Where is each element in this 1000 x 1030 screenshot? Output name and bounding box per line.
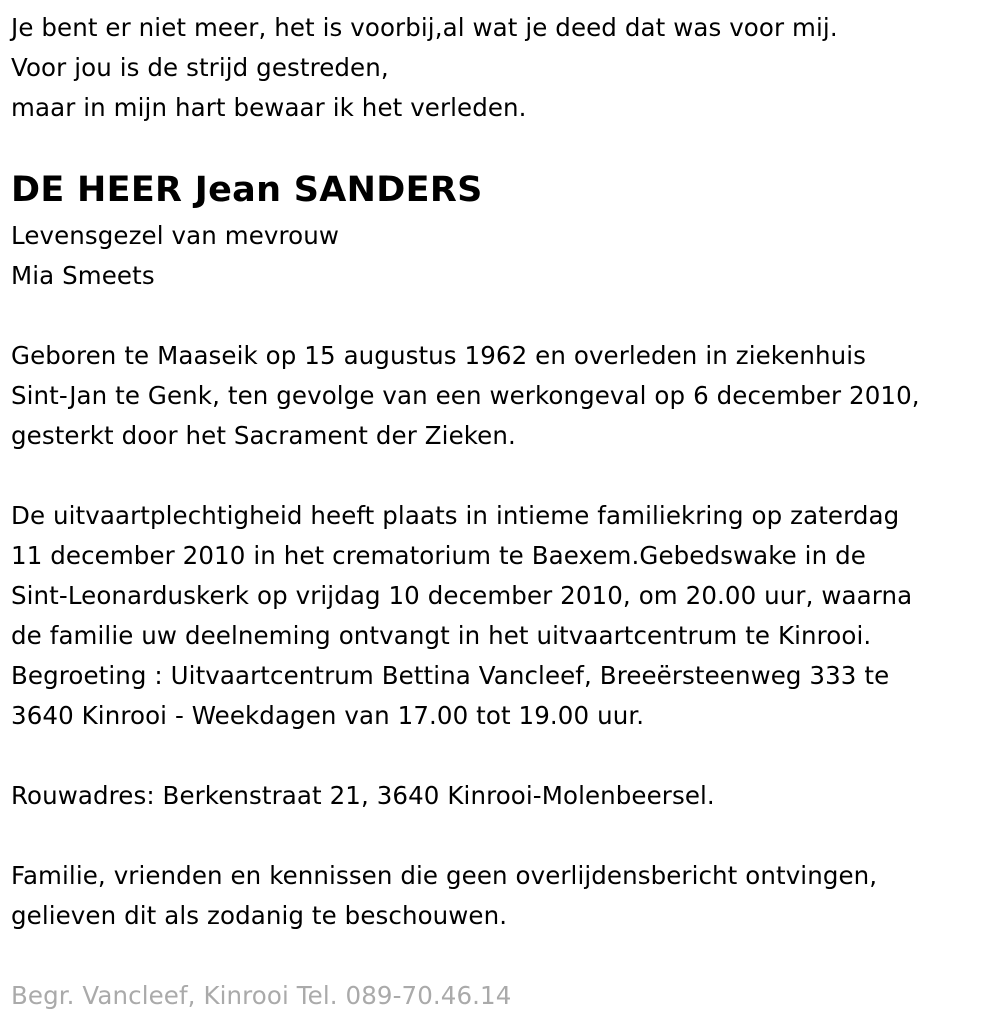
partner-line: Levensgezel van mevrouw xyxy=(11,221,339,250)
paragraph-line: 3640 Kinrooi - Weekdagen van 17.00 tot 19.00 uur. xyxy=(11,701,645,730)
poem-line: Voor jou is de strijd gestreden, xyxy=(11,53,389,82)
spacer xyxy=(11,456,991,496)
spacer xyxy=(11,936,991,976)
poem-line: Je bent er niet meer, het is voorbij,al wat je deed dat was voor mij. xyxy=(11,13,838,42)
poem-line: maar in mijn hart bewaar ik het verleden. xyxy=(11,93,527,122)
birth-death-paragraph xyxy=(11,336,991,456)
paragraph-line: Familie, vrienden en kennissen die geen overlijdensbericht ontvingen, xyxy=(11,861,878,890)
partner-block xyxy=(11,216,991,296)
paragraph-line: de familie uw deelneming ontvangt in het uitvaartcentrum te Kinrooi. xyxy=(11,621,872,650)
notice-paragraph xyxy=(11,856,991,936)
spacer xyxy=(11,296,991,336)
paragraph-line: gesterkt door het Sacrament der Zieken. xyxy=(11,421,516,450)
poem-block xyxy=(11,8,991,128)
obituary-notice xyxy=(11,8,991,1016)
ceremony-paragraph xyxy=(11,496,991,736)
mourning-address: Rouwadres: Berkenstraat 21, 3640 Kinrooi-Molenbeersel. xyxy=(11,781,715,810)
funeral-home-footer: Begr. Vancleef, Kinrooi Tel. 089-70.46.14 xyxy=(11,981,512,1010)
paragraph-line: Geboren te Maaseik op 15 augustus 1962 en overleden in ziekenhuis xyxy=(11,341,867,370)
paragraph-line: Sint-Jan te Genk, ten gevolge van een werkongeval op 6 december 2010, xyxy=(11,381,920,410)
paragraph-line: De uitvaartplechtigheid heeft plaats in intieme familiekring op zaterdag xyxy=(11,501,900,530)
paragraph-line: Begroeting : Uitvaartcentrum Bettina Vancleef, Breeërsteenweg 333 te xyxy=(11,661,890,690)
partner-name: Mia Smeets xyxy=(11,261,155,290)
paragraph-line: gelieven dit als zodanig te beschouwen. xyxy=(11,901,508,930)
deceased-name-heading: DE HEER Jean SANDERS xyxy=(11,170,483,210)
spacer xyxy=(11,816,991,856)
paragraph-line: 11 december 2010 in het crematorium te Baexem.Gebedswake in de xyxy=(11,541,866,570)
paragraph-line: Sint-Leonarduskerk op vrijdag 10 december 2010, om 20.00 uur, waarna xyxy=(11,581,913,610)
spacer xyxy=(11,736,991,776)
